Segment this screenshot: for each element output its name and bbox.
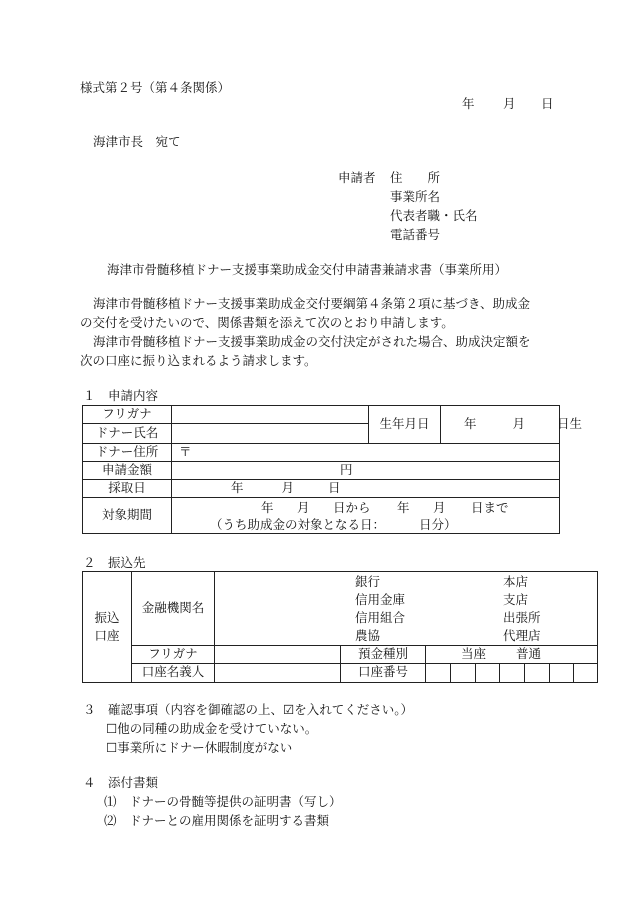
date-month: 月 (503, 96, 516, 111)
per-year2: 年 (397, 499, 410, 515)
date-year: 年 (462, 96, 475, 111)
applicant-office: 事業所名 (390, 189, 441, 204)
per-to: 日まで (471, 499, 509, 515)
deposit-type-input[interactable] (426, 646, 598, 664)
holder-label: 口座名義人 (132, 663, 215, 682)
period-label: 対象期間 (83, 498, 172, 534)
account-digit-5[interactable] (525, 663, 550, 682)
page-title: 海津市骨髄移植ドナー支援事業助成金交付申請書兼請求書（事業所用） (107, 262, 508, 277)
per-month1: 月 (297, 499, 310, 515)
branch-type-agency: 代理店 (503, 627, 541, 643)
check-item-1[interactable]: ☐他の同種の助成金を受けていない。 (106, 721, 318, 736)
per-from: 日から (333, 499, 371, 515)
col-year: 年 (231, 480, 244, 496)
check-item-2[interactable]: ☐事業所にドナー休暇制度がない (106, 740, 293, 755)
branch-type-main: 本店 (503, 573, 529, 589)
donor-name-label: ドナー氏名 (83, 424, 172, 444)
body-p2-line2: 次の口座に振り込まれるよう請求します。 (80, 353, 317, 368)
col-day: 日 (328, 480, 341, 496)
per-note-b: 日分） (419, 516, 457, 532)
account-digit-1[interactable] (426, 663, 451, 682)
donor-address-input[interactable] (172, 444, 560, 462)
period-input[interactable] (172, 498, 560, 534)
furigana2-label: フリガナ (132, 646, 215, 664)
account-digit-4[interactable] (500, 663, 525, 682)
per-note-a: （うち助成金の対象となる日： (210, 516, 386, 532)
account-digit-2[interactable] (451, 663, 476, 682)
applicant-phone: 電話番号 (390, 227, 441, 242)
birth-input[interactable] (441, 406, 583, 444)
bank-type-nokyo: 農協 (355, 627, 381, 643)
branch-type-office: 出張所 (503, 609, 541, 625)
account-digit-3[interactable] (476, 663, 500, 682)
account-digit-6[interactable] (550, 663, 574, 682)
col-month: 月 (281, 480, 295, 496)
attachment-2: ⑵ ドナーとの雇用関係を証明する書類 (104, 813, 330, 828)
applicant-address: 住 所 (390, 170, 441, 185)
per-month2: 月 (433, 499, 446, 515)
section3-heading: ３ 確認事項（内容を御確認の上、☑を入れてください。） (83, 702, 413, 717)
donor-address-label: ドナー住所 (83, 444, 172, 462)
section1-heading: １ 申請内容 (83, 388, 159, 403)
birth-day: 日生 (557, 416, 583, 432)
institution-label: 金融機関名 (132, 572, 215, 646)
body-p2-line1: 海津市骨髄移植ドナー支援事業助成金の交付決定がされた場合、助成決定額を (93, 334, 531, 349)
transfer-account-label (83, 572, 132, 683)
account-digit-7[interactable] (574, 663, 598, 682)
bank-type-shinkin: 信用金庫 (355, 591, 406, 607)
yen-unit: 円 (340, 462, 353, 478)
transfer-table (82, 571, 598, 683)
birth-month: 月 (512, 416, 526, 432)
birth-year: 年 (464, 416, 477, 432)
deposit-type-label: 預金種別 (341, 646, 426, 664)
applicant-label: 申請者 (338, 170, 376, 185)
attachment-1: ⑴ ドナーの骨髄等提供の証明書（写し） (104, 794, 342, 809)
furigana2-input[interactable] (215, 646, 341, 664)
bank-type-bank: 銀行 (355, 573, 381, 589)
branch-type-branch: 支店 (503, 591, 529, 607)
furigana-label: フリガナ (83, 406, 172, 424)
collection-day-input[interactable] (172, 480, 560, 498)
bank-type-kumiai: 信用組合 (355, 609, 406, 625)
date-day: 日 (541, 96, 554, 111)
collection-day-label: 採取日 (83, 480, 172, 498)
body-p1-line1: 海津市骨髄移植ドナー支援事業助成金交付要綱第４条第２項に基づき、助成金 (93, 296, 531, 311)
section4-heading: ４ 添付書類 (83, 775, 159, 790)
transfer-word: 振込 (94, 609, 120, 625)
section2-heading: ２ 振込先 (83, 555, 146, 570)
institution-input[interactable] (215, 572, 598, 646)
account-word: 口座 (94, 627, 120, 643)
applicant-rep: 代表者職・氏名 (390, 208, 478, 223)
addressee: 海津市長 宛て (93, 134, 181, 149)
amount-input[interactable] (172, 462, 560, 480)
furigana-input[interactable] (172, 406, 369, 424)
postal-mark: 〒 (179, 444, 192, 460)
body-p1-line2: の交付を受けたいので、関係書類を添えて次のとおり申請します。 (80, 315, 454, 330)
holder-input[interactable] (215, 663, 341, 682)
birth-label: 生年月日 (369, 406, 441, 444)
account-no-label: 口座番号 (341, 663, 426, 682)
form-number: 様式第２号（第４条関係） (80, 80, 231, 95)
deposit-ordinary: 普通 (516, 646, 542, 661)
donor-name-input[interactable] (172, 424, 369, 444)
application-table (82, 405, 583, 534)
amount-label: 申請金額 (83, 462, 172, 480)
deposit-current: 当座 (461, 646, 487, 661)
per-year1: 年 (261, 499, 274, 515)
